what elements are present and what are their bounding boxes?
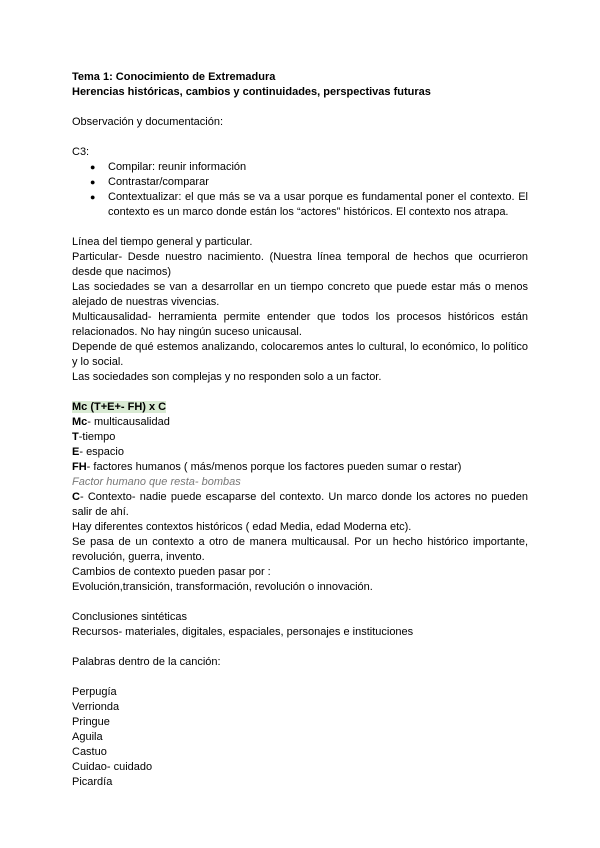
bullet-icon: ● [90, 162, 96, 172]
context-extra: Hay diferentes contextos históricos ( edad Media, edad Moderna etc). [72, 521, 412, 533]
context-extra: Cambios de contexto pueden pasar por : [72, 566, 271, 578]
word-item: Castuo [72, 746, 107, 758]
context-def: C- Contexto- nadie puede escaparse del contexto. Un marco donde los actores no pueden salir de ahí. [72, 491, 528, 518]
word-item: Picardía [72, 776, 113, 788]
bullet-icon: ● [90, 192, 96, 202]
words-title: Palabras dentro de la canción: [72, 656, 221, 668]
title-line-2: Herencias históricas, cambios y continuidades, perspectivas futuras [72, 86, 431, 98]
conclusions-title: Conclusiones sintéticas [72, 611, 187, 623]
timeline-line: Las sociedades se van a desarrollar en un tiempo concreto que puede estar más o menos alejado de nuestras vivencias. [72, 281, 528, 308]
intro-text: Observación y documentación: [72, 116, 224, 128]
conclusions-resources: Recursos- materiales, digitales, espaciales, personajes e instituciones [72, 626, 414, 638]
word-item: Perpugía [72, 686, 117, 698]
formula-def: FH- factores humanos ( más/menos porque los factores pueden sumar o restar) [72, 461, 462, 473]
list-item: ● Contrastar/comparar [90, 176, 209, 188]
word-item: Verrionda [72, 701, 120, 713]
document-body [72, 70, 528, 790]
list-item: ● Contextualizar: el que más se va a usar porque es fundamental poner el contexto. El contexto es un marco donde están los “actores” históricos. El contexto nos atrapa. [90, 191, 528, 218]
word-item: Aguila [72, 731, 103, 743]
list-item: ● Compilar: reunir información [90, 161, 247, 173]
c3-list [72, 160, 528, 220]
context-extra: Se pasa de un contexto a otro de manera multicausal. Por un hecho histórico importante, revolución, guerra, invento. [72, 536, 528, 563]
formula-highlight: Mc (T+E+- FH) x C [72, 401, 167, 413]
timeline-line: Depende de qué estemos analizando, colocaremos antes lo cultural, lo económico, lo político y lo social. [72, 341, 528, 368]
timeline-line: Las sociedades son complejas y no responden solo a un factor. [72, 371, 382, 383]
formula-def: Mc- multicausalidad [72, 416, 170, 428]
context-extra: Evolución,transición, transformación, revolución o innovación. [72, 581, 373, 593]
timeline-line: Multicausalidad- herramienta permite entender que todos los procesos históricos están relacionados. No hay ningún suceso unicausal. [72, 311, 528, 338]
formula-def: T-tiempo [72, 431, 116, 443]
timeline-line: Línea del tiempo general y particular. [72, 236, 253, 248]
c3-label: C3: [72, 146, 90, 158]
formula-note: Factor humano que resta- bombas [72, 476, 241, 488]
title-line-1: Tema 1: Conocimiento de Extremadura [72, 71, 276, 83]
bullet-icon: ● [90, 177, 96, 187]
word-item: Cuidao- cuidado [72, 761, 153, 773]
word-item: Pringue [72, 716, 110, 728]
timeline-line: Particular- Desde nuestro nacimiento. (Nuestra línea temporal de hechos que ocurrieron desde que nacimos) [72, 251, 528, 278]
formula-def: E- espacio [72, 446, 124, 458]
